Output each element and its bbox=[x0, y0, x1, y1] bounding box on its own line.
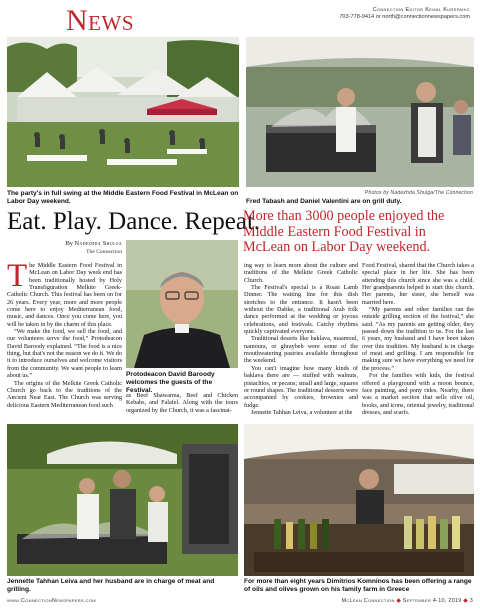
paragraph: For the families with kids, the festival offered a playground with a moon bounce, face painting, and pony rides. Nearby, there was a market section that sells olive oil, books, and icons, oriental jewelry, traditional dresses, and scarfs. bbox=[362, 372, 474, 416]
subhead: More than 3000 people enjoyed the Middle Eastern Food Festival in McLean on Labor Day weekend. bbox=[243, 208, 445, 256]
protodeacon-photo bbox=[126, 240, 238, 368]
festival-tents-photo bbox=[7, 37, 239, 187]
headline: Eat. Play. Dance. Repeat. bbox=[7, 208, 261, 235]
protodeacon-caption: Protodeacon David Baroody welcomes the guests of the Festival. bbox=[126, 371, 215, 394]
paragraph: he Middle Eastern Food Festival in McLean on Labor Day week end has been traditionally hosted by Holy Transfiguration Melkite Greek-Catholic Church. This festival has been on for 26 years. Every year, more and more people come here to enjoy Mediterranean food, music, and dances. Once you come here, you will be taken in by the charm of this place. bbox=[7, 262, 122, 328]
byline-org: The Connection bbox=[86, 249, 122, 255]
paragraph: “We make the food, we sell the food, and our volunteers serve the food,” Protodeacon David Baroody explained. “The food is a nice thing, but that's not the reason we do it. We do it to introduce ourselves and welcome visitors from the community. We want people to learn about us.” bbox=[7, 328, 122, 380]
byline-by: By bbox=[65, 240, 73, 247]
tents-caption: The party's in full swing at the Middle Eastern Food Festival in McLean on Labor Day weekend. bbox=[7, 190, 239, 205]
paragraph: The origins of the Melkite Greek Catholic Church go back to the traditions of the Ancient Near East. The Church was serving delicious Eastern Mediterranean food such bbox=[7, 379, 122, 409]
article-column-4 bbox=[362, 262, 474, 416]
paragraph: Food Festival, shared that the Church takes a special place in her life. She has been attending this church since she was a child. Her grandparents helped to start this church. Her parents, her sister, she herself was married here. bbox=[362, 262, 474, 306]
paragraph: The Festival's special is a Roast Lamb Dinner. The waiting line for this dish stretches to the entrance. It hasn't been without the Dabke, a traditional Arab folk dance performed at the wedding or joyous celebrations, and festivals. Catchy rhythms quickly captivated everyone. bbox=[244, 284, 358, 336]
footer-date: September 4-10, 2019 bbox=[402, 598, 462, 604]
paragraph: ing way to learn more about the culture and traditions of the Melkite Greek Catholic Church. bbox=[244, 262, 358, 284]
photo-credit: Photos by Nadezhda Shulga/The Connection bbox=[364, 190, 473, 196]
olive-oil-photo bbox=[244, 424, 474, 576]
byline-name: Nadezhda Shulga bbox=[74, 240, 122, 247]
contact-line: 703-778-9414 or north@connectionnewspapers.com bbox=[339, 14, 470, 20]
paragraph: as Beef Shawarma, Beef and Chicken Kebabs, and Falafel. Along with the tours organized by the Church, it was a fascinat- bbox=[126, 392, 238, 414]
paragraph: “My parents and other families ran the outside grilling section of the festival,” she said. “As my parents are getting older, they passed down the tradition to us. For the last 6 years, my husband and I have been taken over this tradition. My husband is in charge of meat and grilling. I am responsible for making sure we have everything we need for the process.” bbox=[362, 306, 474, 372]
diamond-icon: ◆ bbox=[396, 598, 401, 604]
footer-info bbox=[342, 598, 473, 604]
couple-caption: Jennette Tahhan Leiva and her husband are in charge of meat and grilling. bbox=[7, 578, 215, 593]
drop-cap: T bbox=[7, 258, 28, 294]
footer-paper: McLean Connection bbox=[341, 598, 395, 604]
grill-photo bbox=[246, 37, 474, 187]
paragraph: You can't imagine how many kinds of baklava there are — stuffed with walnuts, pistachios, or pecans; small and large, squares or round shapes. The traditional desserts were accompanied by cookies, brownies and fudge. bbox=[244, 364, 358, 409]
footer-page: 3 bbox=[469, 598, 473, 604]
oils-caption: For more than eight years Dimitrios Komninos has been offering a range of oils and olives grown on his family farm in Greece bbox=[244, 578, 472, 593]
paragraph: Jennette Tahhan Leiva, a volunteer at the bbox=[251, 408, 353, 416]
editor-line: Connection Editor Kemal Kurspahic bbox=[372, 7, 470, 13]
article-column-3 bbox=[244, 262, 358, 416]
paragraph: Traditional deserts like baklava, maamoul, namoura, or ghraybeh were some of the mouthwatering pastries available throughout the weekend. bbox=[244, 335, 358, 365]
article-column-2 bbox=[126, 392, 238, 414]
section-title: News bbox=[66, 4, 134, 37]
footer-website: www.ConnectionNewspapers.com bbox=[7, 598, 96, 604]
grill-caption: Fred Tabash and Daniel Valentini are on grill duty. bbox=[246, 198, 402, 205]
grilling-couple-photo bbox=[7, 424, 238, 576]
byline bbox=[52, 240, 122, 256]
diamond-icon: ◆ bbox=[463, 598, 468, 604]
article-column-1 bbox=[7, 258, 122, 409]
